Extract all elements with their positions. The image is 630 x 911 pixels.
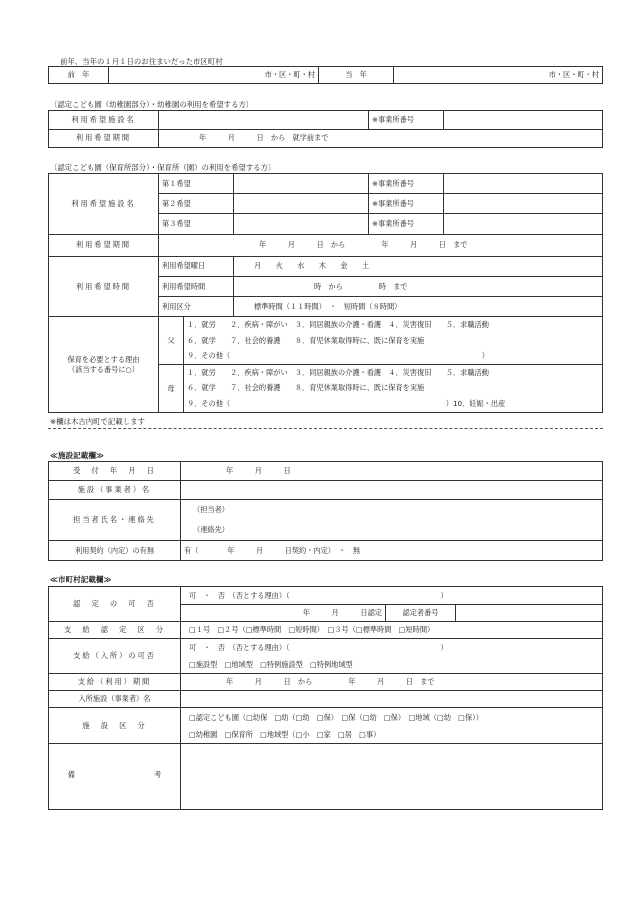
- mun-entry-label: 入所施設（事業者）名: [49, 691, 181, 708]
- curr-year-label: 当 年: [319, 67, 394, 84]
- ns-facility-label: 利用希望施設名: [49, 174, 159, 235]
- ns-reason-title: 保育を必要とする理由: [67, 354, 140, 364]
- fac-contact-phone: （連絡先）: [193, 525, 229, 534]
- mun-remarks-label: 備 考: [49, 744, 181, 810]
- ns-choice-1: 第１希望: [159, 174, 234, 194]
- ns-office-no-label-1: ※事業所番号: [369, 174, 444, 194]
- facility-section-header: ≪施設記載欄≫: [50, 451, 104, 460]
- ns-choice-2-field[interactable]: [234, 194, 369, 214]
- ns-reason-sub: （該当する番号に○）: [68, 364, 139, 374]
- prev-year-label: 前 年: [49, 67, 109, 84]
- municipal-table: [48, 586, 603, 810]
- mun-approval-date[interactable]: 年 月 日認定: [181, 605, 386, 622]
- mun-remarks-field[interactable]: [181, 744, 603, 810]
- ns-father-reason-1[interactable]: １．就労 ２．疾病・障がい ３．同居親族の介護・看護 ４．災害復旧 ５．求職活動: [184, 317, 603, 333]
- ns-time-label: 利用希望時間: [49, 256, 159, 317]
- mun-benefit-field[interactable]: □１号 □２号（□標準時間 □短時間） □３号（□標準時間 □短時間）: [181, 622, 603, 639]
- ns-weekday-field[interactable]: 月 火 水 木 金 土: [234, 256, 603, 276]
- mun-period-field[interactable]: 年 月 日 から 年 月 日 まで: [181, 674, 603, 691]
- fac-name-label: 施設（事業者）名: [49, 481, 181, 500]
- fac-name-field[interactable]: [181, 481, 603, 500]
- ns-note: ※欄は木古内町で記載します: [50, 417, 145, 426]
- ns-mother-reason-2[interactable]: ６．就学 ７．社会的養護 ８．育児休業取得時に、既に保育を実施: [184, 381, 603, 397]
- ns-office-no-field-3[interactable]: [444, 214, 603, 234]
- fac-contact-field[interactable]: [181, 500, 603, 541]
- ns-category-field[interactable]: 標準時間（１１時間） ・ 短時間（８時間）: [234, 297, 603, 317]
- mun-category-field[interactable]: [181, 708, 603, 744]
- fac-contact-person: （担当者）: [193, 505, 229, 514]
- ns-period-field[interactable]: 年 月 日 から 年 月 日 まで: [159, 234, 603, 256]
- ns-office-no-field-2[interactable]: [444, 194, 603, 214]
- ns-hours-label: 利用希望時間: [159, 276, 234, 296]
- mun-benefit-label: 支 給 認 定 区 分: [49, 622, 181, 639]
- ns-reason-label: [49, 317, 159, 413]
- fac-received-label: 受 付 年 月 日: [49, 462, 181, 481]
- prev-year-field[interactable]: 市・区・町・村: [109, 67, 319, 84]
- ns-mother-reason-3[interactable]: ９．その他（ ）10．妊娠・出産: [184, 396, 603, 412]
- ns-office-no-label-3: ※事業所番号: [369, 214, 444, 234]
- mun-category-line2: □幼稚園 □保育所 □地域型（□小 □家 □居 □事）: [189, 729, 381, 739]
- ns-office-no-field-1[interactable]: [444, 174, 603, 194]
- fac-contract-field[interactable]: 有（ 年 月 日契約・内定） ・ 無: [181, 541, 603, 561]
- mun-approver-field[interactable]: [456, 605, 603, 622]
- ns-choice-2: 第２希望: [159, 194, 234, 214]
- mun-approval-field[interactable]: 可 ・ 否 （否とする理由）（ ）: [181, 587, 603, 605]
- kg-period-field[interactable]: 年 月 日 から 就学前まで: [159, 129, 603, 148]
- ns-father-reason-2[interactable]: ６．就学 ７．社会的養護 ８．育児休業取得時に、既に保育を実施: [184, 333, 603, 349]
- ns-choice-3: 第３希望: [159, 214, 234, 234]
- kg-facility-label: 利用希望施設名: [49, 111, 159, 130]
- kg-office-no-label: ※事業所番号: [369, 111, 444, 130]
- kindergarten-table: [48, 110, 603, 148]
- kg-facility-field[interactable]: [159, 111, 369, 130]
- nursery-header: 〔認定こども園（保育所部分）・保育所（園）の利用を希望する方〕: [50, 163, 276, 172]
- section-divider: [48, 428, 603, 429]
- mun-period-label: 支給（利用）期間: [49, 674, 181, 691]
- fac-contract-label: 利用契約（内定）の有無: [49, 541, 181, 561]
- ns-weekday-label: 利用希望曜日: [159, 256, 234, 276]
- mun-admission-label: 支給（入所）の可否: [49, 639, 181, 674]
- ns-choice-1-field[interactable]: [234, 174, 369, 194]
- ns-category-label: 利用区分: [159, 297, 234, 317]
- ns-mother-label: 母: [159, 365, 184, 413]
- fac-contact-label: 担当者氏名・連絡先: [49, 500, 181, 541]
- ns-period-label: 利用希望期間: [49, 234, 159, 256]
- mun-approver-label: 認定者番号: [386, 605, 456, 622]
- kg-period-label: 利用希望期間: [49, 129, 159, 148]
- ns-choice-3-field[interactable]: [234, 214, 369, 234]
- fac-received-field[interactable]: 年 月 日: [181, 462, 603, 481]
- ns-father-reason-3[interactable]: ９．その他（ ）: [184, 349, 603, 365]
- kindergarten-header: 〔認定こども園（幼稚園部分）・幼稚園の利用を希望する方〕: [50, 100, 254, 109]
- ns-father-label: 父: [159, 317, 184, 365]
- ns-hours-field[interactable]: 時 から 時 まで: [234, 276, 603, 296]
- facility-table: [48, 461, 603, 561]
- mun-entry-field[interactable]: [181, 691, 603, 708]
- ns-office-no-label-2: ※事業所番号: [369, 194, 444, 214]
- mun-admission-line1[interactable]: 可 ・ 否 （否とする理由）（ ）: [181, 639, 603, 657]
- mun-category-line1: □認定こども園（□幼保 □幼（□幼 □保） □保（□幼 □保） □地域（□幼 □保））: [189, 712, 483, 722]
- curr-year-field[interactable]: 市・区・町・村: [394, 67, 603, 84]
- prev-address-caption: 前年、当年の１月１日のお住まいだった市区町村: [60, 57, 223, 66]
- prev-address-table: [48, 66, 603, 84]
- ns-mother-reason-1[interactable]: １．就労 ２．疾病・障がい ３．同居親族の介護・看護 ４．災害復旧 ５．求職活動: [184, 365, 603, 381]
- kg-office-no-field[interactable]: [444, 111, 603, 130]
- municipal-section-header: ≪市町村記載欄≫: [50, 575, 112, 584]
- mun-category-label: 施 設 区 分: [49, 708, 181, 744]
- mun-admission-line2[interactable]: □施設型 □地域型 □特例施設型 □特例地域型: [181, 657, 603, 674]
- nursery-table: [48, 173, 603, 413]
- mun-approval-label: 認 定 の 可 否: [49, 587, 181, 622]
